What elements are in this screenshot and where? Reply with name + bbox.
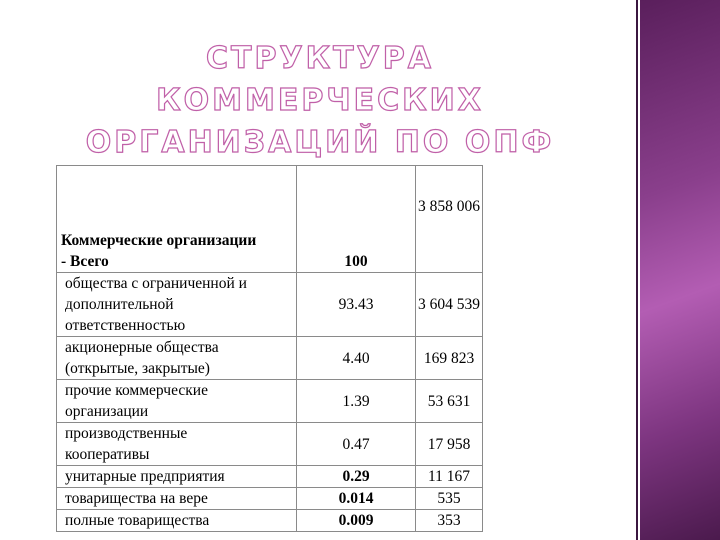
row-name-line: - Всего: [61, 253, 109, 270]
row-percent: 0.014: [297, 488, 416, 510]
decorative-side-bar: [640, 0, 720, 540]
table-row: [57, 488, 483, 510]
table-row: [57, 166, 483, 273]
row-percent: 0.29: [297, 466, 416, 488]
row-name-line: прочие коммерческие: [65, 382, 208, 399]
slide-title-line-2: ОРГАНИЗАЦИЙ ПО ОПФ: [85, 125, 555, 160]
row-name: полные товарищества: [57, 510, 297, 532]
slide-title-line-1: СТРУКТУРА КОММЕРЧЕСКИХ: [156, 41, 484, 118]
row-name: [57, 423, 297, 466]
table-row: [57, 337, 483, 380]
row-count: 17 958: [416, 423, 483, 466]
row-name-line: организации: [65, 403, 149, 420]
row-name-line: акционерные общества: [65, 339, 219, 356]
row-percent: 1.39: [297, 380, 416, 423]
row-name: [57, 337, 297, 380]
row-name-line: общества с ограниченной и: [65, 275, 247, 292]
row-name: [57, 166, 297, 273]
slide-title: [40, 38, 600, 164]
row-name-line: ответственностью: [65, 317, 186, 334]
row-name-line: дополнительной: [65, 296, 174, 313]
row-name: [57, 273, 297, 337]
row-count: 3 604 539: [416, 273, 483, 337]
row-count: 535: [416, 488, 483, 510]
row-count: 11 167: [416, 466, 483, 488]
row-count: 169 823: [416, 337, 483, 380]
row-count: 53 631: [416, 380, 483, 423]
opf-structure-table: [56, 165, 483, 532]
row-percent: 0.009: [297, 510, 416, 532]
row-percent: 100: [297, 166, 416, 273]
row-name: [57, 380, 297, 423]
table-row: [57, 273, 483, 337]
row-percent: 4.40: [297, 337, 416, 380]
table-row: [57, 510, 483, 532]
table-row: [57, 466, 483, 488]
table-row: [57, 380, 483, 423]
row-name: унитарные предприятия: [57, 466, 297, 488]
row-percent: 93.43: [297, 273, 416, 337]
row-name-line: (открытые, закрытые): [65, 360, 210, 377]
side-divider: [636, 0, 638, 540]
row-name-line: Коммерческие организации: [61, 232, 257, 249]
row-count: 3 858 006: [416, 166, 483, 273]
row-percent: 0.47: [297, 423, 416, 466]
row-name-line: кооперативы: [65, 446, 150, 463]
row-count: 353: [416, 510, 483, 532]
row-name-line: производственные: [65, 425, 188, 442]
row-name: товарищества на вере: [57, 488, 297, 510]
table-row: [57, 423, 483, 466]
